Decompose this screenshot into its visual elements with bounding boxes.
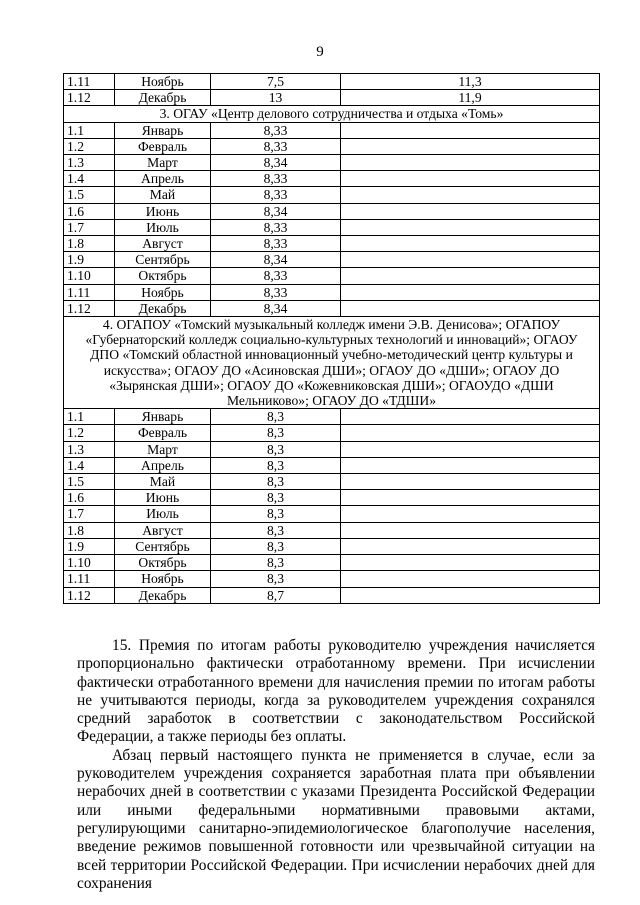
- cell-num: 1.1: [64, 122, 115, 138]
- cell-value: 8,3: [211, 457, 341, 473]
- cell-month: Июль: [115, 506, 211, 522]
- cell-num: 1.6: [64, 490, 115, 506]
- table-row: [64, 522, 600, 538]
- cell-value: 8,33: [211, 171, 341, 187]
- cell-num: 1.11: [64, 284, 115, 300]
- table-row: [64, 122, 600, 138]
- cell-value: 8,3: [211, 490, 341, 506]
- table-row: [64, 138, 600, 154]
- cell-value: 8,7: [211, 587, 341, 603]
- cell-month: Январь: [115, 122, 211, 138]
- cell-extra: 11,3: [341, 74, 600, 90]
- table-row: [64, 555, 600, 571]
- cell-num: 1.2: [64, 138, 115, 154]
- cell-value: 8,33: [211, 268, 341, 284]
- table-row: [64, 252, 600, 268]
- cell-month: Август: [115, 236, 211, 252]
- cell-value: 8,3: [211, 409, 341, 425]
- cell-num: 1.1: [64, 409, 115, 425]
- cell-month: Февраль: [115, 425, 211, 441]
- cell-month: Май: [115, 187, 211, 203]
- table-row: [64, 90, 600, 106]
- cell-value: 8,33: [211, 122, 341, 138]
- cell-extra: [341, 441, 600, 457]
- cell-month: Апрель: [115, 171, 211, 187]
- table-row: [64, 490, 600, 506]
- premium-table: [63, 73, 600, 604]
- table-row: [64, 457, 600, 473]
- cell-month: Июнь: [115, 490, 211, 506]
- cell-month: Март: [115, 155, 211, 171]
- cell-num: 1.3: [64, 155, 115, 171]
- table-row: [64, 284, 600, 300]
- cell-extra: [341, 138, 600, 154]
- cell-extra: [341, 425, 600, 441]
- cell-num: 1.9: [64, 252, 115, 268]
- cell-value: 8,34: [211, 203, 341, 219]
- section-4-header: 4. ОГАПОУ «Томский музыкальный колледж имени Э.В. Денисова»; ОГАПОУ «Губернаторский колледж социально-культурных технологий и инноваций»; ОГАОУ ДПО «Томский областной инновационный учебно-методический центр культуры и искусства»; ОГАОУ ДО «Асиновская ДШИ»; ОГАОУ ДО «ДШИ»; ОГАОУ ДО «Зырянская ДШИ»; ОГАОУ ДО «Кожевниковская ДШИ»; ОГАОУДО «ДШИ Мельниково»; ОГАОУ ДО «ТДШИ»: [64, 317, 600, 409]
- cell-month: Февраль: [115, 138, 211, 154]
- cell-month: Ноябрь: [115, 571, 211, 587]
- cell-num: 1.7: [64, 219, 115, 235]
- cell-value: 8,33: [211, 236, 341, 252]
- cell-month: Октябрь: [115, 268, 211, 284]
- cell-num: 1.2: [64, 425, 115, 441]
- body-text: [77, 637, 595, 893]
- cell-num: 1.4: [64, 457, 115, 473]
- section-3-header-row: [64, 106, 600, 122]
- cell-num: 1.4: [64, 171, 115, 187]
- cell-num: 1.5: [64, 474, 115, 490]
- cell-value: 8,3: [211, 555, 341, 571]
- cell-month: Декабрь: [115, 300, 211, 316]
- cell-value: 8,33: [211, 284, 341, 300]
- cell-extra: [341, 236, 600, 252]
- page-number: 9: [316, 44, 324, 60]
- cell-month: Июль: [115, 219, 211, 235]
- cell-month: Март: [115, 441, 211, 457]
- cell-num: 1.11: [64, 571, 115, 587]
- cell-value: 8,3: [211, 538, 341, 554]
- cell-extra: [341, 203, 600, 219]
- cell-num: 1.10: [64, 555, 115, 571]
- table-row: [64, 474, 600, 490]
- cell-month: Сентябрь: [115, 538, 211, 554]
- cell-extra: [341, 490, 600, 506]
- table-row: [64, 74, 600, 90]
- table-row: [64, 441, 600, 457]
- table-row: [64, 155, 600, 171]
- cell-num: 1.7: [64, 506, 115, 522]
- cell-num: 1.12: [64, 587, 115, 603]
- table-row: [64, 203, 600, 219]
- cell-num: 1.9: [64, 538, 115, 554]
- cell-extra: [341, 300, 600, 316]
- cell-value: 8,33: [211, 187, 341, 203]
- cell-month: Декабрь: [115, 587, 211, 603]
- cell-value: 8,34: [211, 155, 341, 171]
- cell-value: 8,34: [211, 252, 341, 268]
- table-row: [64, 268, 600, 284]
- cell-month: Май: [115, 474, 211, 490]
- cell-value: 8,3: [211, 522, 341, 538]
- table-row: [64, 538, 600, 554]
- section-4-header-row: [64, 317, 600, 409]
- table-row: [64, 236, 600, 252]
- cell-extra: [341, 522, 600, 538]
- cell-num: 1.12: [64, 300, 115, 316]
- cell-num: 1.8: [64, 236, 115, 252]
- cell-num: 1.5: [64, 187, 115, 203]
- table-row: [64, 506, 600, 522]
- cell-month: Январь: [115, 409, 211, 425]
- table-row: [64, 219, 600, 235]
- paragraph-15: 15. Премия по итогам работы руководителю учреждения начисляется пропорционально фактически отработанному времени. При исчислении фактически отработанного времени для начисления премии по итогам работы не учитываются периоды, когда за руководителем учреждения сохранялся средний заработок в соответствии с законодательством Российской Федерации, а также периоды без оплаты.: [77, 637, 595, 746]
- cell-extra: [341, 587, 600, 603]
- table-row: [64, 587, 600, 603]
- cell-num: 1.12: [64, 90, 115, 106]
- cell-extra: [341, 284, 600, 300]
- cell-extra: [341, 571, 600, 587]
- table-row: [64, 425, 600, 441]
- cell-extra: [341, 171, 600, 187]
- table-row: [64, 571, 600, 587]
- cell-extra: [341, 506, 600, 522]
- table-row: [64, 171, 600, 187]
- cell-extra: [341, 457, 600, 473]
- cell-month: Ноябрь: [115, 74, 211, 90]
- cell-num: 1.10: [64, 268, 115, 284]
- cell-value: 8,3: [211, 425, 341, 441]
- cell-extra: [341, 409, 600, 425]
- cell-value: 7,5: [211, 74, 341, 90]
- cell-extra: [341, 252, 600, 268]
- cell-month: Апрель: [115, 457, 211, 473]
- cell-value: 13: [211, 90, 341, 106]
- cell-extra: [341, 187, 600, 203]
- cell-extra: [341, 122, 600, 138]
- cell-num: 1.6: [64, 203, 115, 219]
- cell-month: Октябрь: [115, 555, 211, 571]
- cell-value: 8,3: [211, 506, 341, 522]
- cell-num: 1.8: [64, 522, 115, 538]
- cell-extra: [341, 538, 600, 554]
- cell-value: 8,34: [211, 300, 341, 316]
- cell-month: Август: [115, 522, 211, 538]
- cell-value: 8,3: [211, 474, 341, 490]
- cell-value: 8,33: [211, 138, 341, 154]
- table-row: [64, 300, 600, 316]
- cell-value: 8,33: [211, 219, 341, 235]
- cell-value: 8,3: [211, 441, 341, 457]
- cell-num: 1.3: [64, 441, 115, 457]
- paragraph-abzac: Абзац первый настоящего пункта не применяется в случае, если за руководителем учреждения сохраняется заработная плата при объявлении нерабочих дней в соответствии с указами Президента Российской Федерации или иными федеральными нормативными правовыми актами, регулирующими санитарно-эпидемиологическое благополучие населения, введение режимов повышенной готовности или чрезвычайной ситуации на всей территории Российской Федерации. При исчислении нерабочих дней для сохранения: [77, 746, 595, 892]
- cell-extra: [341, 268, 600, 284]
- section-3-header: 3. ОГАУ «Центр делового сотрудничества и отдыха «Томь»: [64, 106, 600, 122]
- cell-extra: [341, 474, 600, 490]
- table-row: [64, 187, 600, 203]
- cell-month: Сентябрь: [115, 252, 211, 268]
- cell-value: 8,3: [211, 571, 341, 587]
- table-row: [64, 409, 600, 425]
- cell-extra: 11,9: [341, 90, 600, 106]
- cell-month: Июнь: [115, 203, 211, 219]
- cell-month: Ноябрь: [115, 284, 211, 300]
- cell-extra: [341, 555, 600, 571]
- cell-num: 1.11: [64, 74, 115, 90]
- cell-extra: [341, 219, 600, 235]
- cell-extra: [341, 155, 600, 171]
- cell-month: Декабрь: [115, 90, 211, 106]
- premium-table-body: [64, 74, 600, 604]
